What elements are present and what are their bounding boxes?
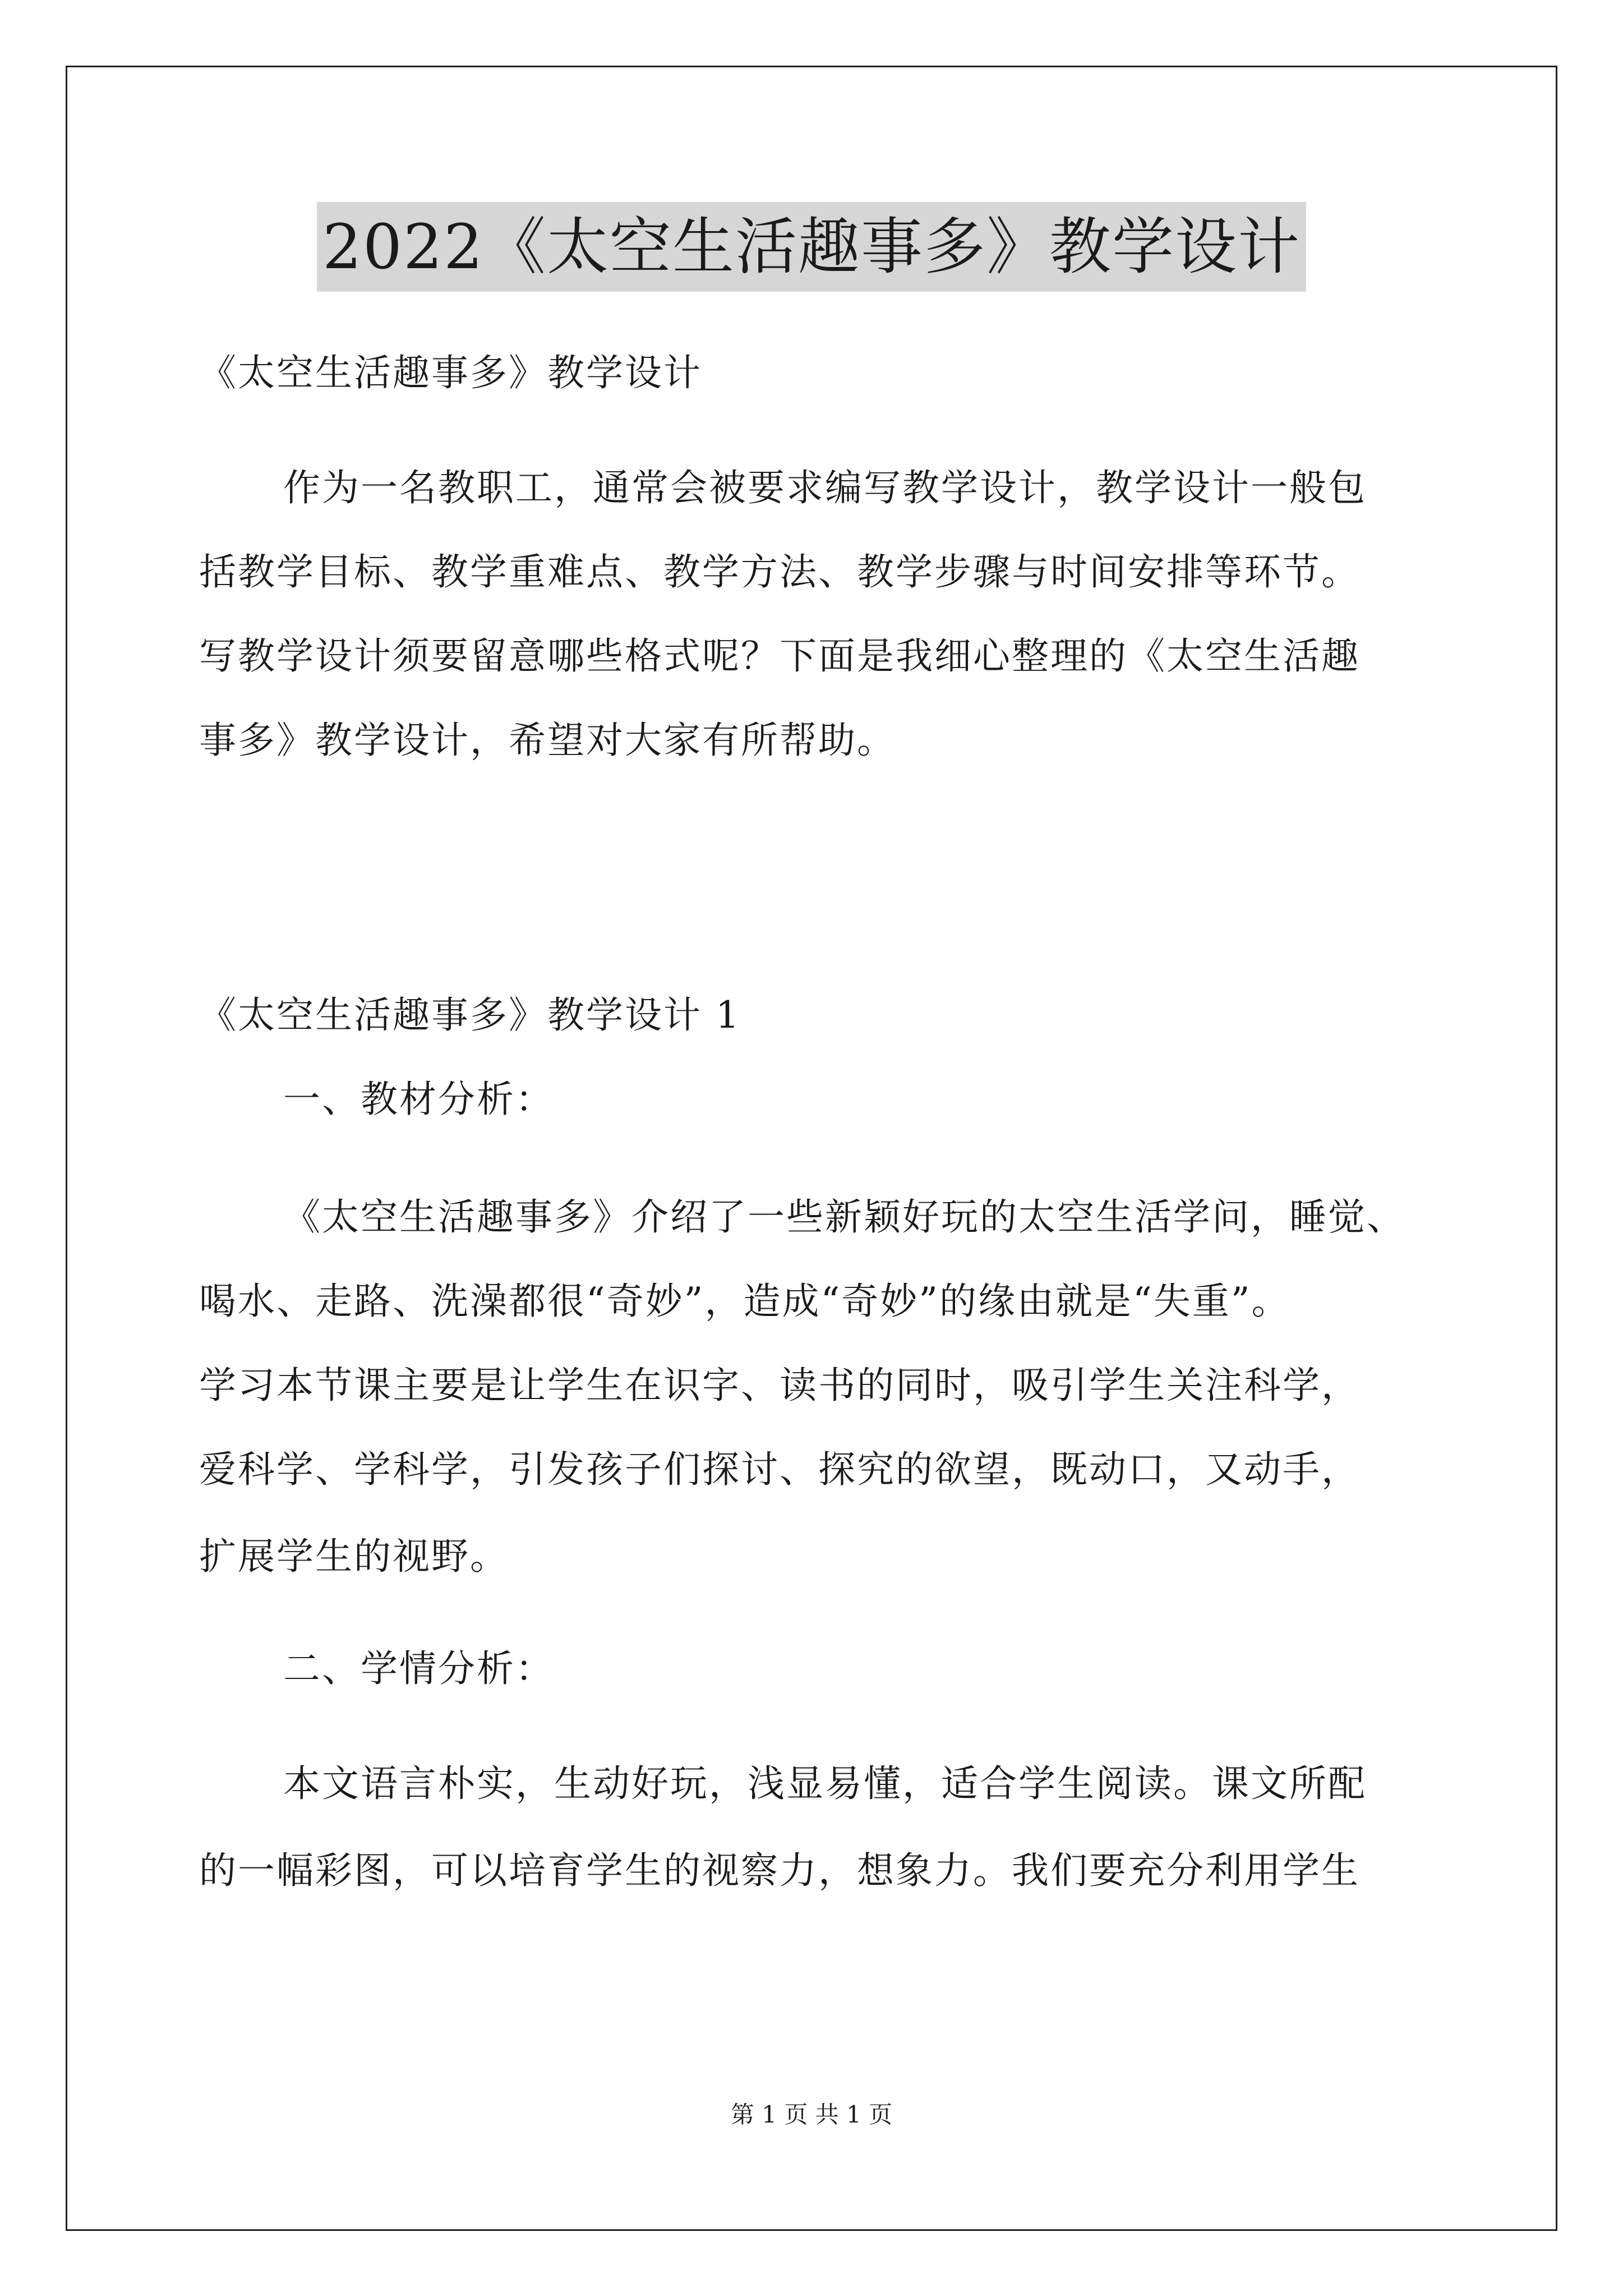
subsection-heading: 一、教材分析： <box>283 1078 554 1121</box>
subtitle-line: 《太空生活趣事多》教学设计 <box>199 351 702 394</box>
subsection-heading: 二、学情分析： <box>283 1647 554 1690</box>
page-footer: 第 1 页 共 1 页 <box>730 2101 893 2128</box>
document-title: 2022《太空生活趣事多》教学设计 <box>317 202 1306 292</box>
paragraph-line: 扩展学生的视野。 <box>199 1535 509 1578</box>
paragraph-line: 事多》教学设计，希望对大家有所帮助。 <box>199 719 896 762</box>
paragraph-line: 作为一名教职工，通常会被要求编写教学设计，教学设计一般包 <box>283 466 1367 509</box>
section-heading: 《太空生活趣事多》教学设计 1 <box>199 993 741 1037</box>
paragraph-line: 本文语言朴实，生动好玩，浅显易懂，适合学生阅读。课文所配 <box>283 1762 1367 1805</box>
paragraph-line: 喝水、走路、洗澡都很“奇妙”，造成“奇妙”的缘由就是“失重”。 <box>199 1280 1290 1323</box>
paragraph-line: 括教学目标、教学重难点、教学方法、教学步骤与时间安排等环节。 <box>199 550 1360 593</box>
title-container <box>0 202 1623 292</box>
paragraph-line: 爱科学、学科学，引发孩子们探讨、探究的欲望，既动口，又动手， <box>199 1448 1360 1491</box>
paragraph-line: 的一幅彩图，可以培育学生的视察力，想象力。我们要充分利用学生 <box>199 1849 1360 1892</box>
paragraph-line: 学习本节课主要是让学生在识字、读书的同时，吸引学生关注科学， <box>199 1364 1360 1407</box>
paragraph-line: 《太空生活趣事多》介绍了一些新颖好玩的太空生活学问，睡觉、 <box>283 1195 1405 1239</box>
paragraph-line: 写教学设计须要留意哪些格式呢？下面是我细心整理的《太空生活趣 <box>199 634 1360 678</box>
